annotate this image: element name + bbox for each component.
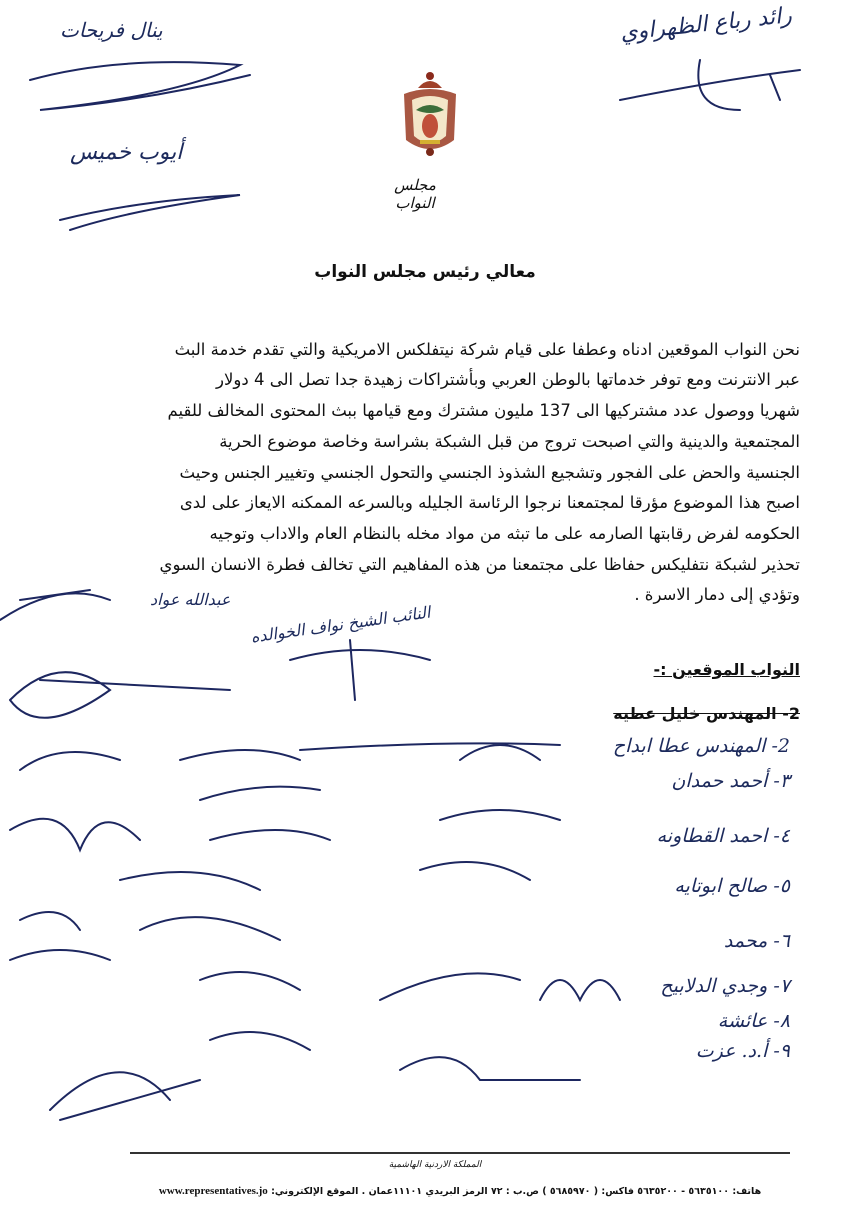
body-line: المجتمعية والدينية والتي اصبحت تروج من قبل الشبكة بشراسة وخاصة موضوع الحرية <box>219 432 800 451</box>
body-line: الجنسية والحض على الفجور وتشجيع الشذوذ الجنسي والتحول الجنسي وتغيير الجنس وحيث <box>179 463 800 482</box>
handwritten-name: أيوب خميس <box>70 140 183 165</box>
handwritten-name: ينال فريحات <box>60 18 163 42</box>
footer-contact <box>130 1185 790 1197</box>
addressee-title: معالي رئيس مجلس النواب <box>314 262 536 282</box>
handwritten-list-item: ٥- صالح ابوتايه <box>674 875 790 897</box>
body-line: الحكومه لفرض رقابتها الصارمه على ما تبثه من مواد مخله بالنظام العام والاداب وتوجيه <box>209 524 800 543</box>
handwritten-list-item: ٨- عائشة <box>717 1010 790 1032</box>
body-line: شهريا ووصول عدد مشتركيها الى 137 مليون مشترك ومع قيامها ببث المحتوى المخالف للقيم <box>167 401 800 420</box>
body-line: وتؤدي إلى دمار الاسرة . <box>634 585 800 604</box>
handwritten-list-item: ٤- احمد القطاونه <box>656 825 790 847</box>
handwritten-name: عبدالله عواد <box>150 590 231 609</box>
signatories-heading: النواب الموقعين :- <box>653 660 800 679</box>
body-line: عبر الانترنت ومع توفر خدماتها بالوطن العربي وبأشتراكات زهيدة جدا تصل الى 4 دولار <box>216 370 800 389</box>
body-line: اصبح هذا الموضوع مؤرقا لمجتمعنا نرجوا الرئاسة الجليله وبالسرعه الممكنه الايعاز على لدى <box>179 493 800 512</box>
printed-signatory: 2- المهندس خليل عطيه <box>613 704 800 723</box>
handwritten-list-item: ٦- محمد <box>723 930 790 952</box>
body-line: تحذير لشبكة نتفليكس حفاظا على مجتمعنا من هذه المفاهيم التي تخالف فطرة الانسان السوي <box>159 555 800 574</box>
handwritten-name: رائد رباع الظهراوي <box>619 3 793 46</box>
footer-contact-info: هاتف: ٥٦٣٥١٠٠ - ٥٦٣٥٢٠٠ فاكس: ( ٥٦٨٥٩٧٠ ) ص.ب : ٧٢ الرمز البريدي ١١١٠١عمان . الموقع الإلكتروني: <box>271 1186 762 1197</box>
footer-seal-text: المملكة الاردنية الهاشمية <box>388 1160 482 1170</box>
handwritten-name: النائب الشيخ نواف الخوالده <box>249 602 432 647</box>
handwritten-list-item: ٩- أ.د. عزت <box>695 1040 790 1062</box>
handwritten-list-item: 2- المهندس عطا ابداح <box>612 735 790 757</box>
footer-divider <box>130 1152 790 1154</box>
body-line: نحن النواب الموقعين ادناه وعطفا على قيام شركة نيتفلكس الامريكية والتي تقدم خدمة البث <box>174 340 800 359</box>
parliament-caption: مجلس النواب <box>394 176 436 212</box>
footer-website-link[interactable]: www.representatives.jo <box>158 1185 268 1197</box>
handwritten-list-item: ٧- وجدي الدلابيح <box>660 975 790 997</box>
handwritten-list-item: ٣- أحمد حمدان <box>671 770 790 792</box>
